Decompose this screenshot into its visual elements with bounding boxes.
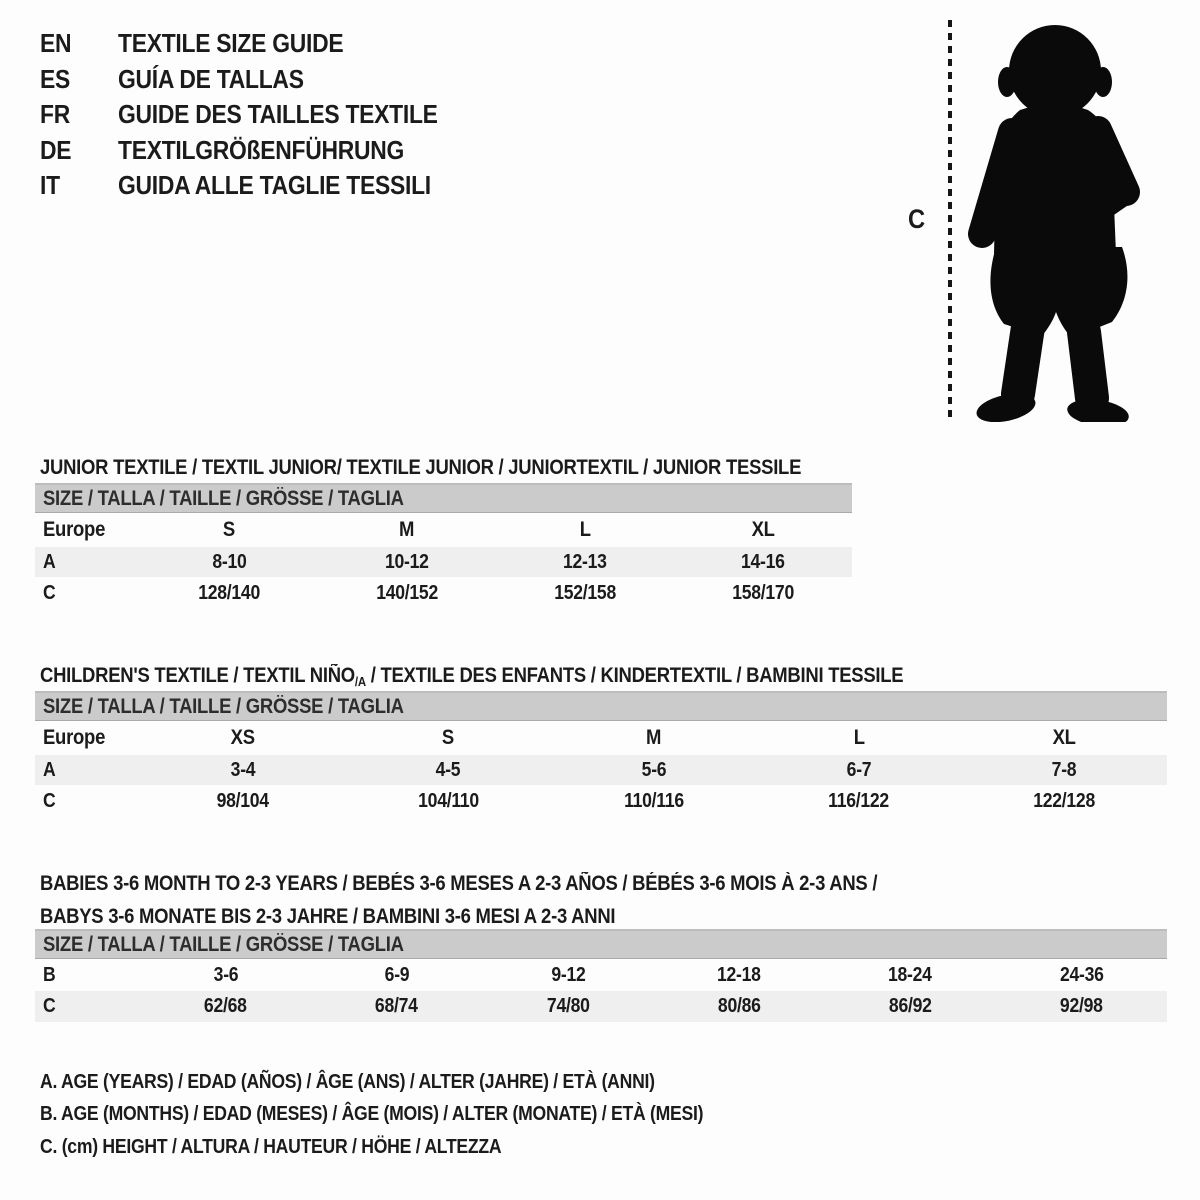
- table-cell: 6-7: [846, 758, 872, 781]
- table-cell: 12-18: [717, 963, 761, 986]
- table-cell: 68/74: [375, 995, 419, 1017]
- table-cell: 152/158: [554, 582, 616, 604]
- size-header-label: SIZE / TALLA / TAILLE / GRÖSSE / TAGLIA: [43, 932, 404, 956]
- table-cell: 24-36: [1059, 963, 1104, 986]
- table-cell: 92/98: [1060, 995, 1103, 1017]
- table-cell: 158/170: [732, 582, 794, 604]
- table-cell: 128/140: [198, 582, 260, 604]
- table-cell: 122/128: [1033, 790, 1096, 812]
- size-header-bar: [35, 691, 1167, 721]
- table-cell: 4-5: [435, 758, 461, 781]
- size-header-cell: XL: [751, 518, 775, 541]
- size-header-bar: [35, 483, 852, 513]
- babies-size-table: [35, 929, 1167, 1022]
- legend-line-c: C. (cm) HEIGHT / ALTURA / HAUTEUR / HÖHE / ALTEZZA: [40, 1135, 502, 1158]
- row-label: A: [43, 758, 56, 781]
- row-label: C: [43, 995, 56, 1017]
- table-header-row: [35, 721, 1167, 755]
- language-row: [40, 97, 481, 133]
- size-header-cell: S: [222, 518, 236, 541]
- language-code: ES: [40, 63, 71, 94]
- size-header-cell: M: [645, 726, 662, 749]
- size-header-cell: S: [442, 726, 455, 749]
- size-header-label: SIZE / TALLA / TAILLE / GRÖSSE / TAGLIA: [43, 486, 404, 510]
- table-cell: 18-24: [888, 963, 933, 986]
- language-code: DE: [40, 134, 72, 165]
- size-header-label: SIZE / TALLA / TAILLE / GRÖSSE / TAGLIA: [43, 694, 404, 718]
- row-label: C: [43, 582, 56, 604]
- table-row: [35, 547, 852, 577]
- language-title: GUÍA DE TALLAS: [118, 63, 304, 94]
- language-row: [40, 168, 481, 204]
- region-header-cell: Europe: [43, 518, 106, 541]
- language-code: EN: [40, 28, 72, 59]
- language-code: FR: [40, 99, 70, 130]
- legend-line-a: A. AGE (YEARS) / EDAD (AÑOS) / ÂGE (ANS) / ALTER (JAHRE) / ETÀ (ANNI): [40, 1070, 655, 1093]
- language-title: GUIDE DES TAILLES TEXTILE: [118, 99, 438, 130]
- size-header-cell: L: [853, 726, 865, 749]
- region-header-cell: Europe: [43, 726, 106, 749]
- table-cell: 140/152: [376, 582, 438, 604]
- table-row: [35, 991, 1167, 1022]
- legend-line-b: B. AGE (MONTHS) / EDAD (MESES) / ÂGE (MOIS) / ALTER (MONATE) / ETÀ (MESI): [40, 1103, 704, 1126]
- language-row: [40, 133, 481, 169]
- children-section-heading: CHILDREN'S TEXTILE / TEXTIL $NIÑO_{/A}$ / TEXTILE DES ENFANTS / KINDERTEXTIL / BAMBINI TESSILE: [40, 664, 904, 690]
- table-cell: 116/122: [828, 790, 890, 812]
- toddler-silhouette-icon: [960, 22, 1145, 422]
- size-header-cell: L: [579, 518, 591, 541]
- language-title: TEXTILE SIZE GUIDE: [118, 28, 344, 59]
- table-cell: 98/104: [216, 790, 269, 812]
- table-cell: 7-8: [1051, 758, 1077, 781]
- height-measure-dashed-line: [948, 20, 952, 418]
- table-row: [35, 785, 1167, 818]
- babies-section-heading: BABIES 3-6 MONTH TO 2-3 YEARS / BEBÉS 3-6 MESES A 2-3 AÑOS / BÉBÉS 3-6 MOIS À 2-3 ANS / BABYS 3-6 MONATE BIS 2-3 JAHRE / BAMBINI 3-6 MESI A 2-3 ANNI: [40, 872, 878, 929]
- size-header-cell: M: [399, 518, 415, 541]
- table-row: [35, 959, 1167, 991]
- table-header-row: [35, 513, 852, 547]
- table-cell: 110/116: [623, 790, 684, 812]
- nino-a-subscript: /A: [354, 674, 366, 690]
- table-cell: 9-12: [550, 963, 586, 986]
- table-cell: 80/86: [717, 995, 761, 1017]
- row-label: C: [43, 790, 56, 812]
- measurement-legend: [40, 1066, 794, 1164]
- table-cell: 14-16: [741, 550, 785, 573]
- language-row: [40, 62, 481, 98]
- height-measure-label: C: [908, 204, 925, 234]
- table-cell: 6-9: [384, 963, 410, 986]
- size-header-cell: XS: [230, 726, 255, 749]
- table-row: [35, 755, 1167, 785]
- table-cell: 10-12: [385, 550, 429, 573]
- junior-size-table: [35, 483, 852, 610]
- size-header-cell: XL: [1052, 726, 1076, 749]
- table-cell: 8-10: [211, 550, 247, 573]
- junior-section-heading: JUNIOR TEXTILE / TEXTIL JUNIOR/ TEXTILE JUNIOR / JUNIORTEXTIL / JUNIOR TESSILE: [40, 456, 802, 480]
- size-header-bar: [35, 929, 1167, 959]
- row-label: B: [43, 963, 56, 986]
- table-cell: 104/110: [417, 790, 479, 812]
- children-size-table: [35, 691, 1167, 818]
- language-title-list: [40, 26, 481, 204]
- table-cell: 3-4: [230, 758, 256, 781]
- table-cell: 86/92: [888, 995, 932, 1017]
- table-cell: 12-13: [563, 550, 607, 573]
- language-title: TEXTILGRÖßENFÜHRUNG: [118, 134, 405, 165]
- table-cell: 74/80: [546, 995, 590, 1017]
- table-cell: 5-6: [641, 758, 666, 781]
- table-cell: 62/68: [204, 995, 247, 1017]
- language-title: GUIDA ALLE TAGLIE TESSILI: [118, 170, 431, 201]
- language-code: IT: [40, 170, 60, 201]
- row-label: A: [43, 550, 56, 573]
- table-row: [35, 577, 852, 610]
- language-row: [40, 26, 481, 62]
- table-cell: 3-6: [213, 963, 238, 986]
